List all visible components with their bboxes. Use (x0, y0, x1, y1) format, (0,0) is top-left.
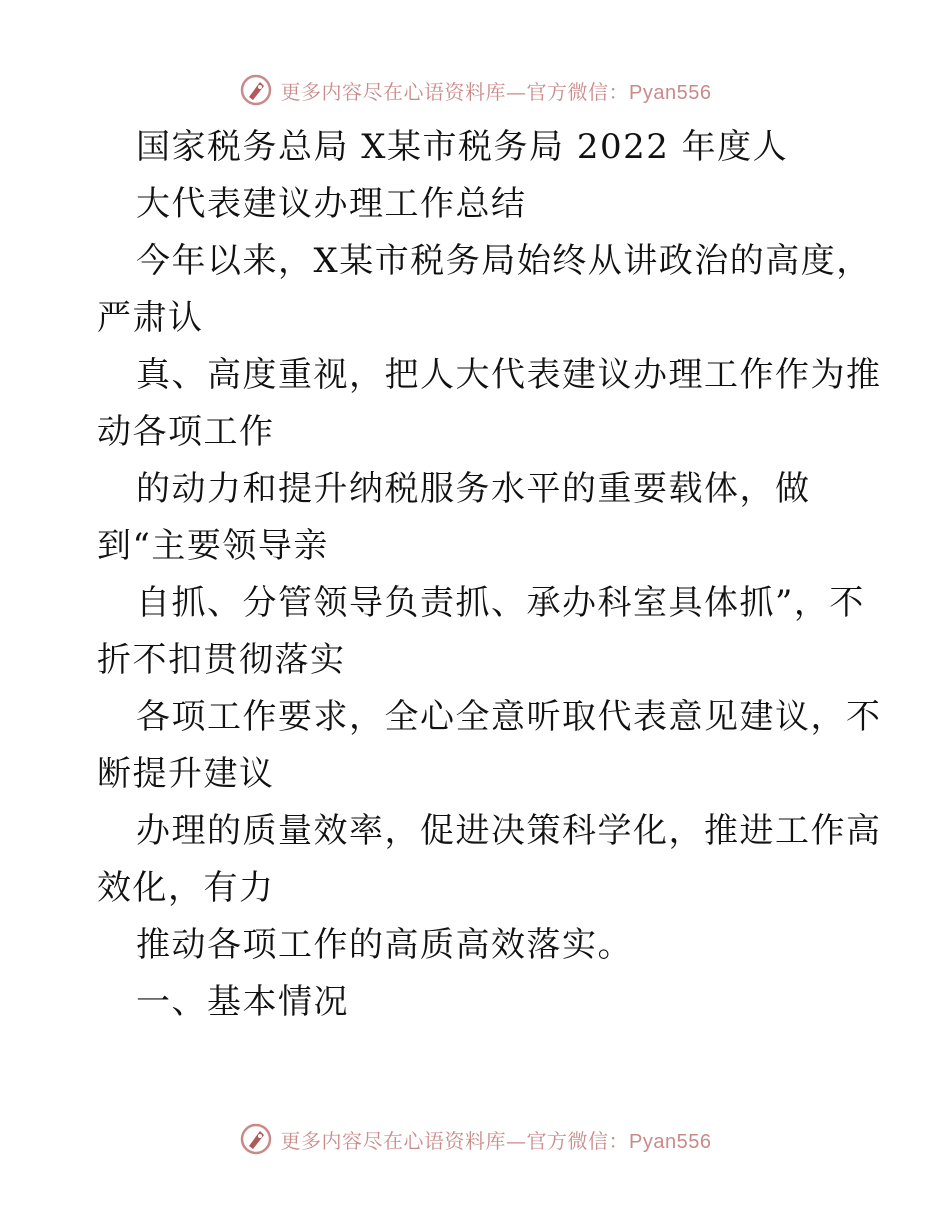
paragraph-line: 动各项工作 (97, 412, 275, 452)
paragraph-line: 各项工作要求，全心全意听取代表意见建议，不 (136, 697, 882, 737)
watermark-wechat-id: Pyan556 (629, 81, 712, 104)
pen-nib-circle-icon (239, 73, 273, 107)
title-line-2: 大代表建议办理工作总结 (136, 184, 527, 224)
title-line-1: 国家税务总局 X某市税务局 2022 年度人 (136, 127, 789, 167)
paragraph-line: 的动力和提升纳税服务水平的重要载体，做 (136, 469, 811, 509)
paragraph-line: 自抓、分管领导负责抓、承办科室具体抓”，不 (136, 583, 865, 623)
pen-nib-circle-icon (239, 1122, 273, 1156)
paragraph-line: 严肃认 (97, 298, 204, 338)
footer-watermark (0, 1119, 950, 1159)
paragraph-line: 推动各项工作的高质高效落实。 (136, 925, 633, 965)
paragraph-line: 折不扣贯彻落实 (97, 640, 346, 680)
watermark-wechat-id: Pyan556 (629, 1130, 712, 1153)
section-heading: 一、基本情况 (136, 982, 349, 1022)
header-watermark (0, 70, 950, 110)
paragraph-line: 效化，有力 (97, 868, 275, 908)
paragraph-line: 办理的质量效率，促进决策科学化，推进工作高 (136, 811, 882, 851)
watermark-text: 更多内容尽在心语资料库—官方微信：Pyan556 (280, 79, 712, 104)
watermark-text: 更多内容尽在心语资料库—官方微信：Pyan556 (280, 1128, 712, 1153)
paragraph-line: 到“主要领导亲 (97, 526, 329, 566)
paragraph-line: 今年以来，X某市税务局始终从讲政治的高度， (136, 241, 872, 281)
paragraph-line: 真、高度重视，把人大代表建议办理工作作为推 (136, 355, 882, 395)
paragraph-line: 断提升建议 (97, 754, 275, 794)
